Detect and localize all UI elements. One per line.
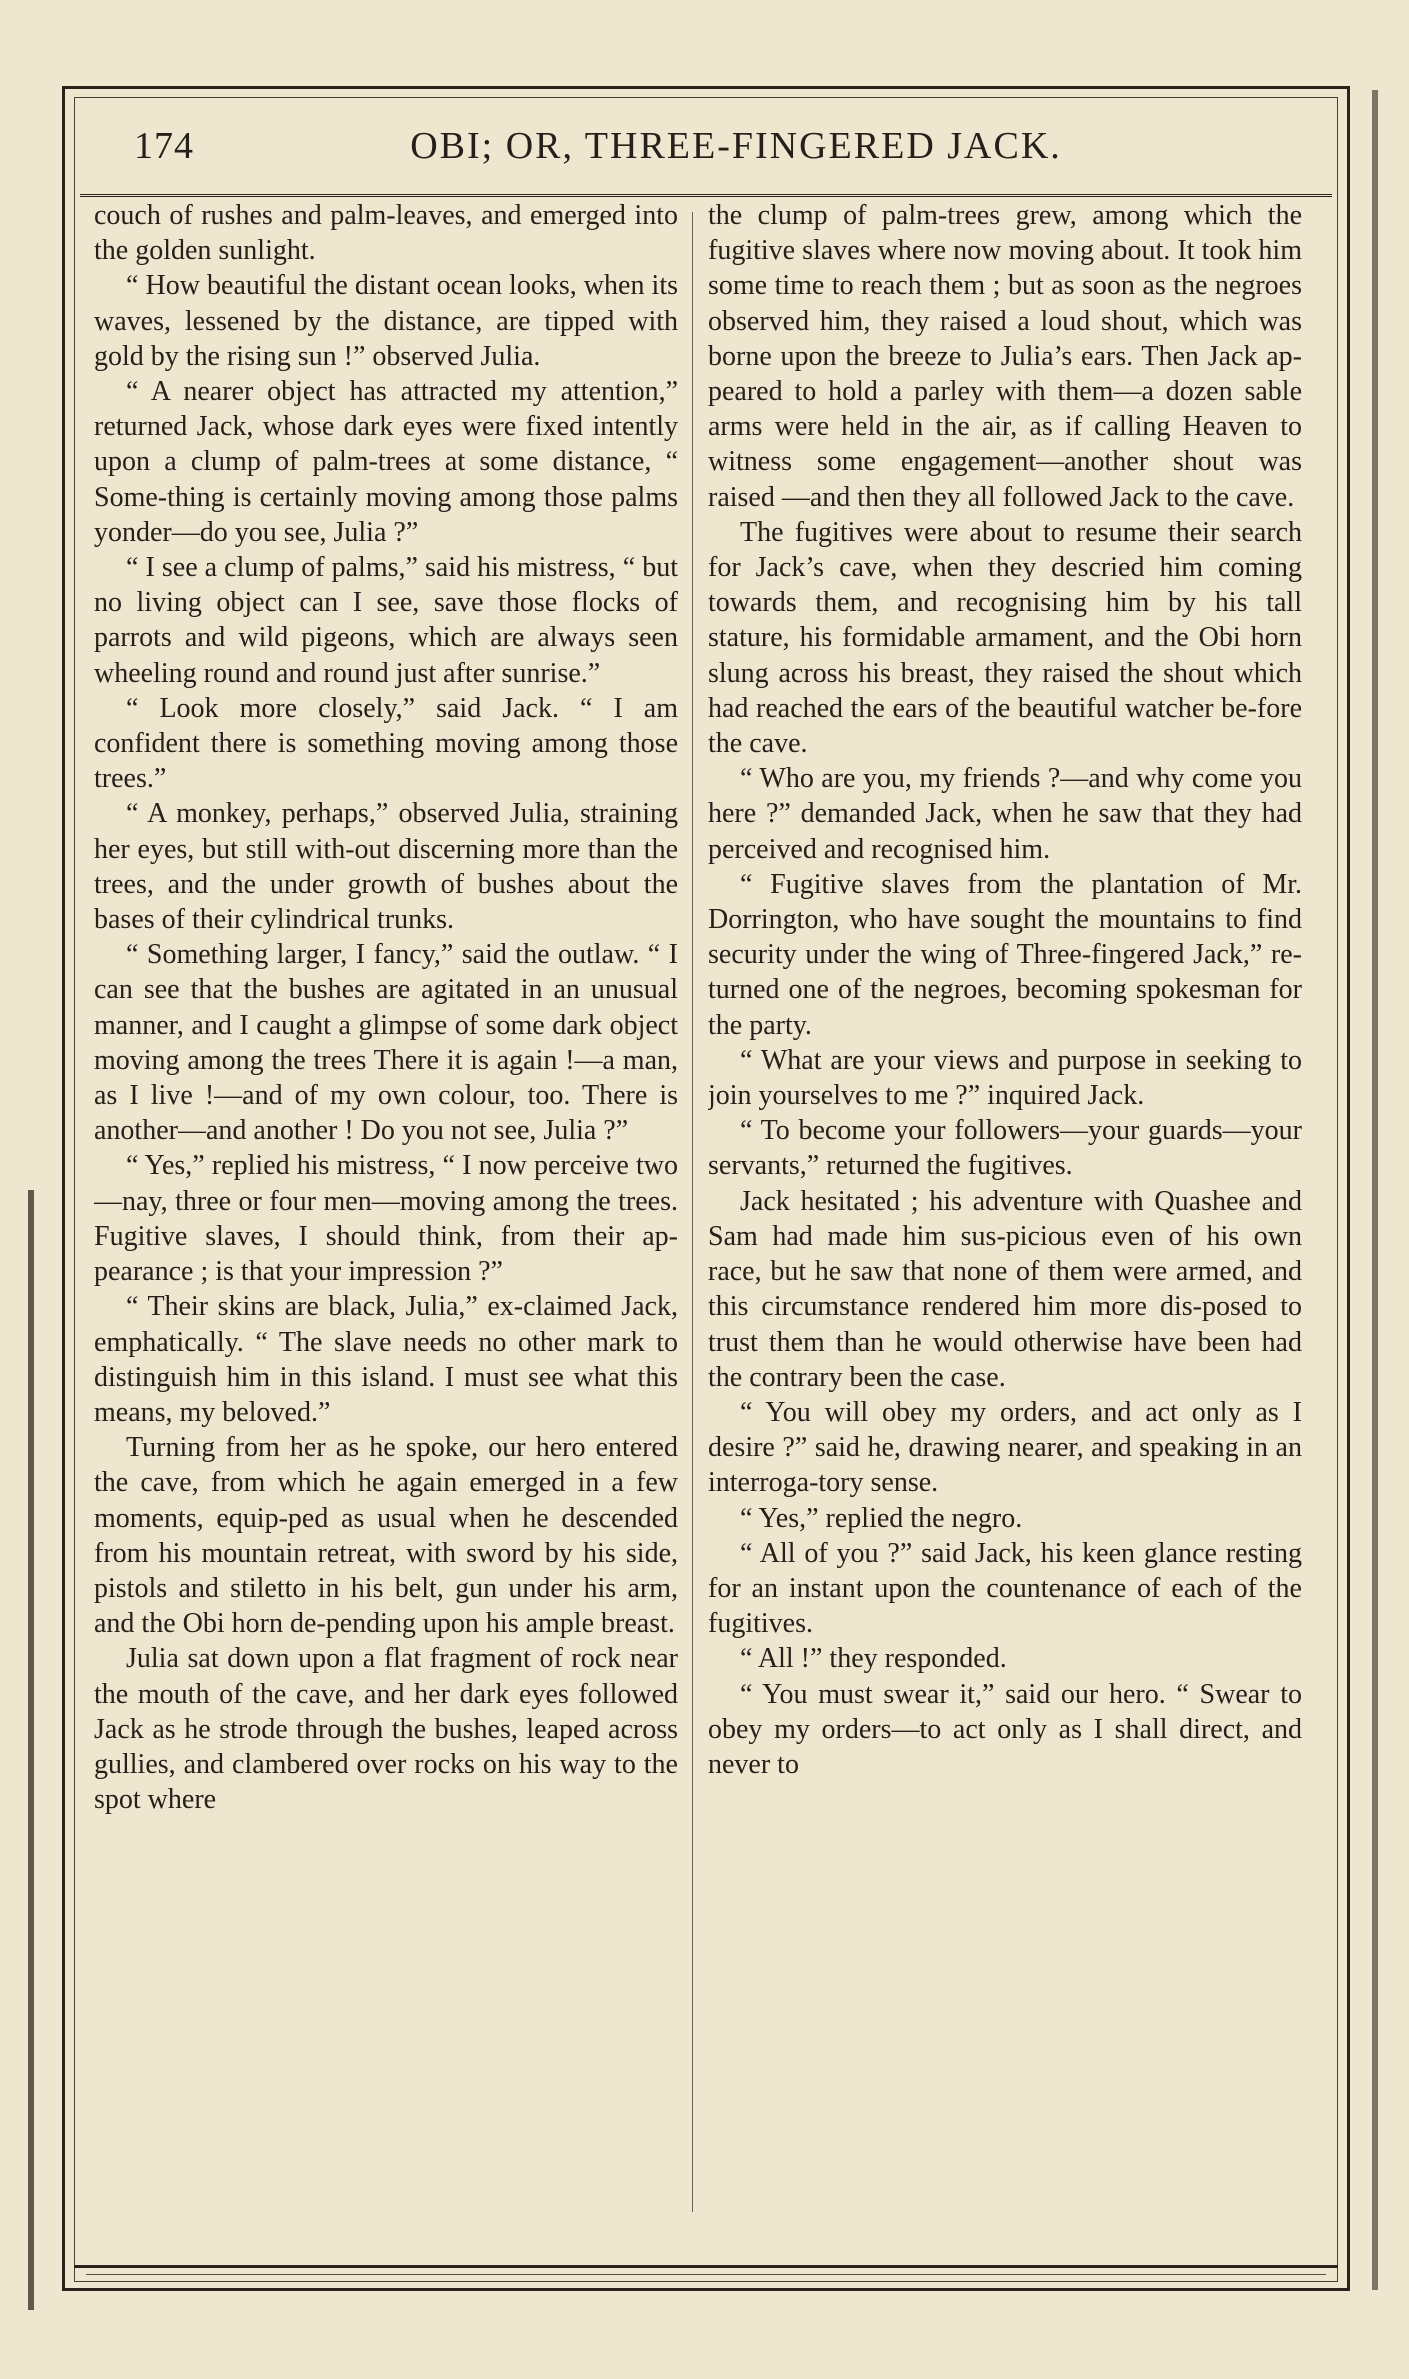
left-column bbox=[94, 198, 678, 2253]
paragraph: The fugitives were about to resume their search for Jack’s cave, when they descried him coming towards them, and recognising him by his tall stature, his formidable armament, and the Obi horn slung across his breast, they raised the shout which had reached the ears of the beautiful watcher be-fore the cave. bbox=[708, 516, 1302, 760]
paragraph: “ You will obey my orders, and act only as I desire ?” said he, drawing nearer, and speaking in an interroga-tory sense. bbox=[708, 1396, 1302, 1499]
paragraph: the clump of palm-trees grew, among which the fugitive slaves where now moving about. It took him some time to reach them ; but as soon as the negroes observed him, they raised a loud shout, which was borne upon the breeze to Julia’s ears. Then Jack ap-peared to hold a parley with them—a dozen sable arms were held in the air, as if calling Heaven to witness some engagement—another shout was raised —and then they all followed Jack to the cave. bbox=[708, 200, 1302, 513]
paragraph: “ Fugitive slaves from the plantation of Mr. Dorrington, who have sought the mountains to find security under the wing of Three-fingered Jack,” re-turned one of the negroes, becoming spokesman for the party. bbox=[708, 868, 1302, 1041]
paragraph: “ Their skins are black, Julia,” ex-claimed Jack, emphatically. “ The slave needs no other mark to distinguish him in this island. I must see what this means, my beloved.” bbox=[94, 1291, 678, 1428]
paragraph: “ I see a clump of palms,” said his mistress, “ but no living object can I see, save those flocks of parrots and wild pigeons, which are always seen wheeling round and round just after sunrise.” bbox=[94, 552, 678, 689]
paragraph: Turning from her as he spoke, our hero entered the cave, from which he again emerged in a few moments, equip-ped as usual when he descended from his mountain retreat, with sword by his side, pistols and stiletto in his belt, gun under his arm, and the Obi horn de-pending upon his ample breast. bbox=[94, 1432, 678, 1640]
paragraph: “ All !” they responded. bbox=[740, 1643, 1007, 1675]
paragraph: “ To become your followers—your guards—your servants,” returned the fugitives. bbox=[708, 1115, 1302, 1182]
binding-edge-right bbox=[1372, 90, 1378, 2290]
paragraph: couch of rushes and palm-leaves, and emerged into the golden sunlight. bbox=[94, 200, 678, 267]
binding-edge-left bbox=[28, 1190, 34, 2310]
paragraph: Jack hesitated ; his adventure with Quashee and Sam had made him sus-picious even of his own race, but he saw that none of them were armed, and this circumstance rendered him more dis-posed to trust them than he would otherwise have been had the contrary been the case. bbox=[708, 1185, 1302, 1393]
paragraph: “ How beautiful the distant ocean looks, when its waves, lessened by the distance, are tipped with gold by the rising sun !” observed Julia. bbox=[94, 270, 678, 372]
paragraph: “ Yes,” replied his mistress, “ I now perceive two—nay, three or four men—moving among the trees. Fugitive slaves, I should think, from their ap-pearance ; is that your impression ?” bbox=[94, 1150, 678, 1288]
paragraph: “ You must swear it,” said our hero. “ Swear to obey my orders—to act only as I shall direct, and never to bbox=[708, 1678, 1302, 1780]
paragraph: “ A nearer object has attracted my attention,” returned Jack, whose dark eyes were fixed intently upon a clump of palm-trees at some distance, “ Some-thing is certainly moving among those palms yonder—do you see, Julia ?” bbox=[94, 376, 678, 548]
page-header bbox=[80, 104, 1332, 197]
paragraph: “ Who are you, my friends ?—and why come you here ?” demanded Jack, when he saw that they had perceived and recognised him. bbox=[708, 763, 1302, 865]
column-divider bbox=[692, 212, 693, 2212]
paragraph: “ Something larger, I fancy,” said the outlaw. “ I can see that the bushes are agitated in an unusual manner, and I caught a glimpse of some dark object moving among the trees There it is again !—a man, as I live !—and of my own colour, too. There is another—and another ! Do you not see, Julia ?” bbox=[94, 939, 678, 1147]
paragraph: “ A monkey, perhaps,” observed Julia, straining her eyes, but still with-out discerning more than the trees, and the under growth of bushes about the bases of their cylindrical trunks. bbox=[94, 798, 678, 936]
paragraph: Julia sat down upon a flat fragment of rock near the mouth of the cave, and her dark eyes followed Jack as he strode through the bushes, leaped across gullies, and clambered over rocks on his way to the spot where bbox=[94, 1643, 678, 1816]
running-title: OBI; OR, THREE-FINGERED JACK. bbox=[410, 125, 1062, 167]
paragraph: “ Yes,” replied the negro. bbox=[740, 1502, 1023, 1534]
right-column bbox=[708, 198, 1302, 2253]
page-number: 174 bbox=[134, 125, 194, 167]
footer-rule bbox=[74, 2265, 1338, 2268]
footer-rule-thin bbox=[86, 2274, 1326, 2275]
paragraph: “ What are your views and purpose in seeking to join yourselves to me ?” inquired Jack. bbox=[708, 1044, 1302, 1112]
paragraph: “ All of you ?” said Jack, his keen glance resting for an instant upon the countenance of each of the fugitives. bbox=[708, 1537, 1302, 1640]
paragraph: “ Look more closely,” said Jack. “ I am confident there is something moving among those trees.” bbox=[94, 692, 678, 795]
